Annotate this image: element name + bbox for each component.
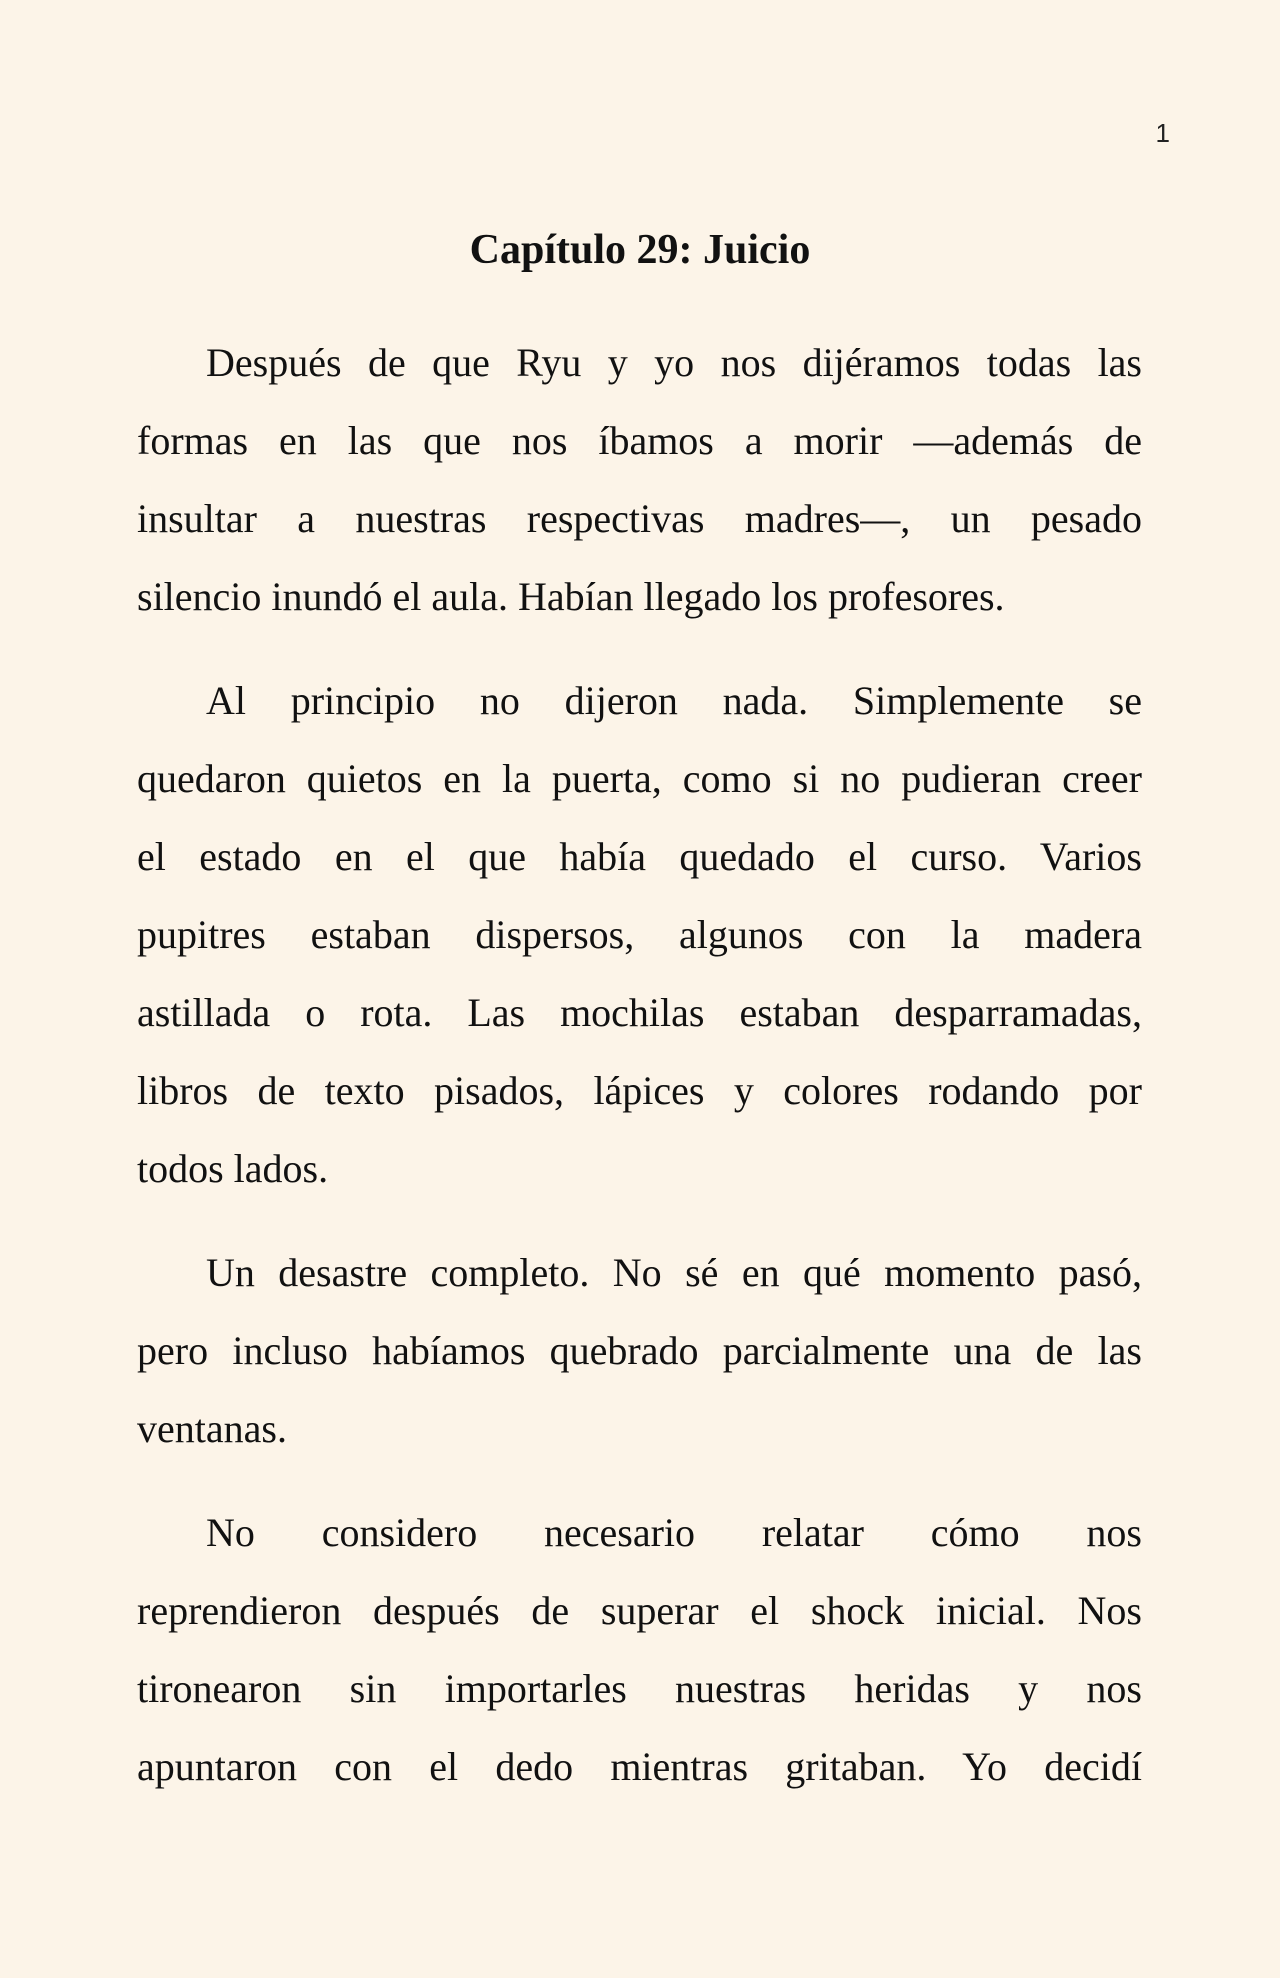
chapter-body <box>137 324 1142 1832</box>
paragraph-2 <box>137 662 1142 1208</box>
paragraph-line: apuntaron con el dedo mientras gritaban. Yo decidí <box>137 1744 1142 1789</box>
paragraph-line: insultar a nuestras respectivas madres—, un pesado <box>137 496 1142 541</box>
paragraph-line: libros de texto pisados, lápices y colores rodando por <box>137 1068 1142 1113</box>
paragraph-line: pero incluso habíamos quebrado parcialmente una de las <box>137 1328 1142 1373</box>
paragraph-line: Después de que Ryu y yo nos dijéramos todas las <box>206 340 1142 385</box>
paragraph-line: astillada o rota. Las mochilas estaban desparramadas, <box>137 990 1142 1035</box>
paragraph-line: formas en las que nos íbamos a morir —además de <box>137 418 1142 463</box>
paragraph-1 <box>137 324 1142 636</box>
paragraph-line: tironearon sin importarles nuestras heridas y nos <box>137 1666 1142 1711</box>
paragraph-3 <box>137 1234 1142 1468</box>
paragraph-line: pupitres estaban dispersos, algunos con la madera <box>137 912 1142 957</box>
paragraph-line: todos lados. <box>137 1146 329 1191</box>
paragraph-4 <box>137 1494 1142 1806</box>
paragraph-line: Al principio no dijeron nada. Simplemente se <box>206 678 1142 723</box>
paragraph-line: reprendieron después de superar el shock inicial. Nos <box>137 1588 1142 1633</box>
paragraph-line: el estado en el que había quedado el curso. Varios <box>137 834 1142 879</box>
paragraph-line: quedaron quietos en la puerta, como si no pudieran creer <box>137 756 1142 801</box>
paragraph-line: Un desastre completo. No sé en qué momento pasó, <box>206 1250 1142 1295</box>
page-number: 1 <box>1155 118 1170 148</box>
paragraph-line: No considero necesario relatar cómo nos <box>206 1510 1142 1555</box>
paragraph-line: ventanas. <box>137 1406 287 1451</box>
paragraph-line: silencio inundó el aula. Habían llegado los profesores. <box>137 574 1005 619</box>
chapter-title: Capítulo 29: Juicio <box>469 227 811 273</box>
